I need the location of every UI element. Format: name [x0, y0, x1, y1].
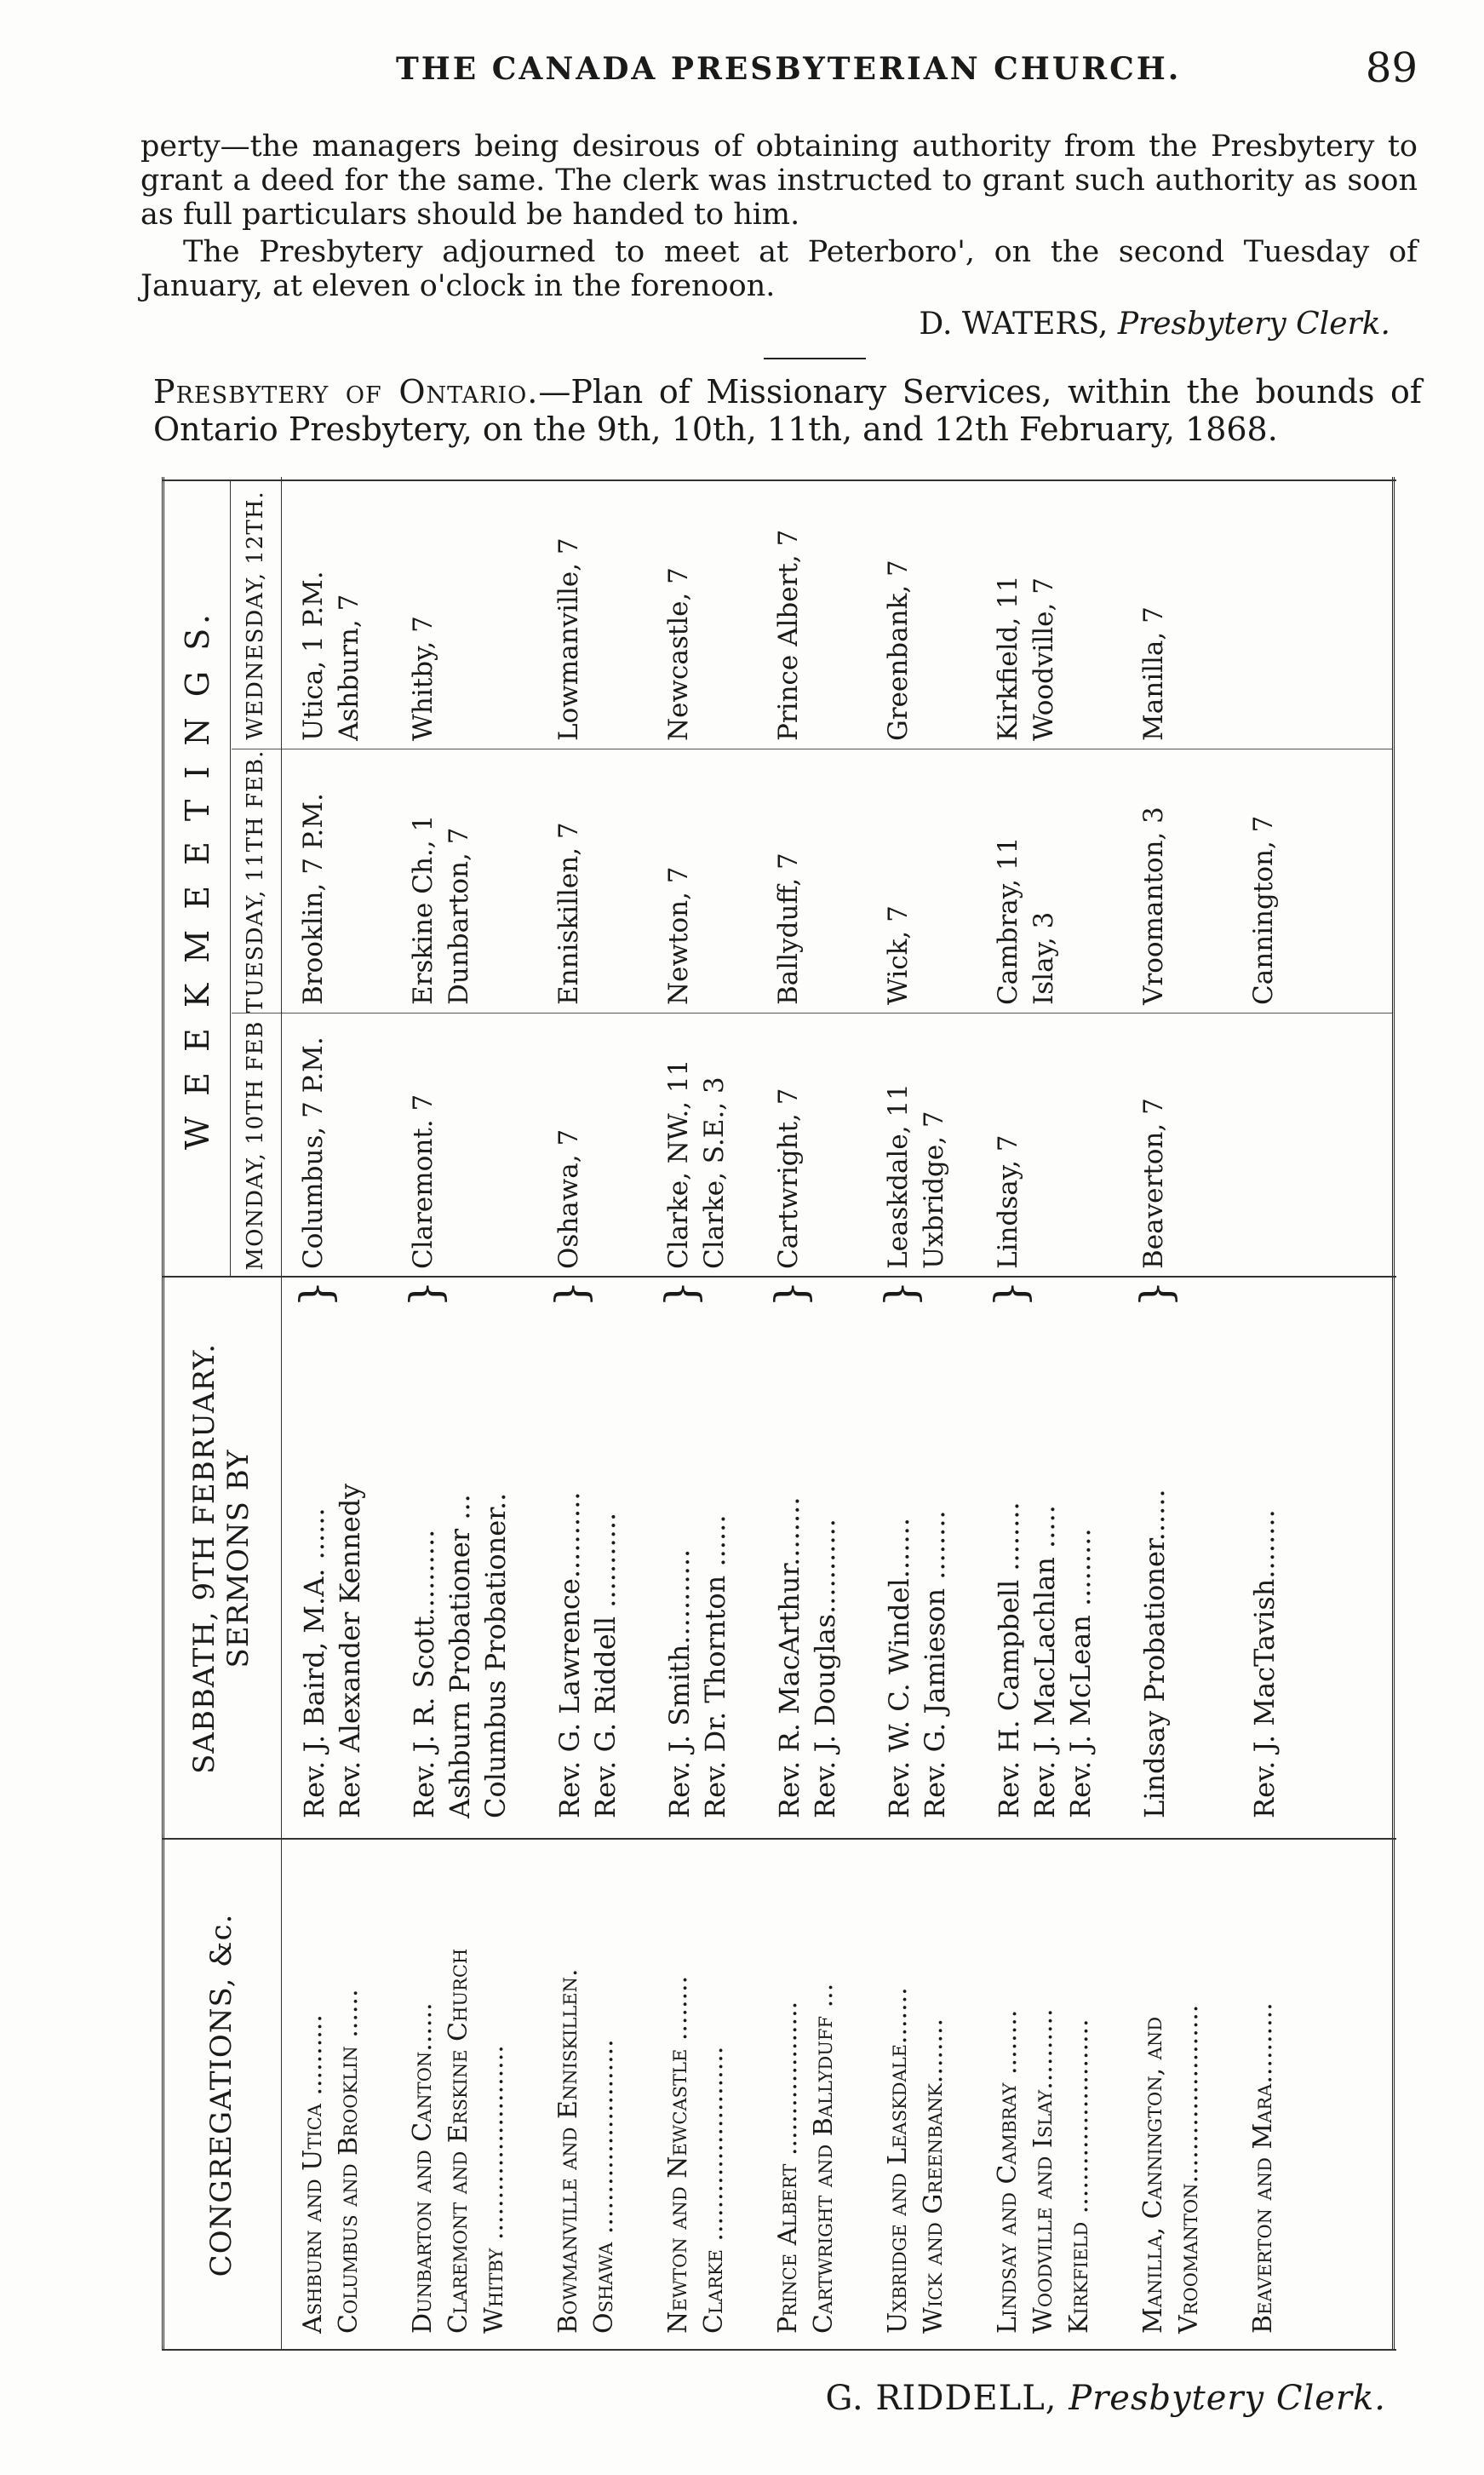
monday-meeting: Beaverton, 7	[1138, 1098, 1169, 1269]
monday-meeting: Oshawa, 7	[553, 1128, 584, 1269]
tuesday-meeting: Islay, 3	[1028, 911, 1059, 1005]
col-sep-1	[162, 1838, 1396, 1840]
preacher-name: Columbus Probationer..	[479, 1492, 512, 1818]
signoff-name: D. WATERS,	[919, 307, 1109, 342]
congregation-name: Bowmanville and Enniskillen.	[553, 1968, 583, 2334]
signoff-waters	[919, 307, 1390, 342]
congregation-name: Prince Albert ...................	[773, 2001, 803, 2334]
congregation-name: Ashburn and Utica ..........	[298, 2014, 328, 2334]
congregation-name: Lindsay and Cambray ........	[993, 2009, 1023, 2334]
preacher-name: Rev. J. MacLachlan .....	[1028, 1505, 1061, 1818]
signoff-name: G. RIDDELL,	[825, 2379, 1057, 2418]
preacher-name: Rev. J. Douglas...........	[809, 1519, 841, 1818]
group-brace: }	[876, 1280, 925, 1307]
group-brace: }	[291, 1280, 341, 1307]
preacher-name: Rev. W. C. Windel.......	[883, 1517, 915, 1818]
tuesday-meeting: Newton, 7	[663, 866, 694, 1005]
congregation-name: Woodville and Islay..........	[1028, 2008, 1058, 2334]
header-week-meetings: W E E K M E E T I N G S.	[179, 609, 216, 1150]
tuesday-meeting: Brooklin, 7 P.M.	[298, 793, 329, 1005]
wednesday-meeting: Utica, 1 P.M.	[298, 571, 329, 741]
intro-paragraph	[153, 373, 1422, 448]
tuesday-meeting: Ballyduff, 7	[773, 853, 804, 1005]
group-brace: }	[656, 1280, 706, 1307]
paragraph-1: perty—the managers being desirous of obtaining authority from the Presbytery to grant a deed for the same. The clerk was instructed to grant such authority as soon as full particulars should be handed to him.	[140, 129, 1418, 232]
preacher-name: Rev. J. McLean .........	[1064, 1528, 1097, 1818]
preacher-name: Rev. R. MacArthur........	[773, 1496, 805, 1818]
group-brace: }	[401, 1280, 450, 1307]
header-wednesday: WEDNESDAY, 12TH.	[243, 491, 268, 740]
congregation-name: Uxbridge and Leaskdale.......	[883, 1987, 913, 2334]
congregation-name: Dunbarton and Canton......	[408, 2002, 438, 2334]
monday-meeting: Columbus, 7 P.M.	[298, 1037, 329, 1269]
congregation-name: Cartwright and Ballyduff ...	[809, 1983, 839, 2334]
preacher-name: Rev. H. Campbell ........	[993, 1502, 1025, 1818]
monday-meeting: Cartwright, 7	[773, 1088, 804, 1269]
wednesday-meeting: Newcastle, 7	[663, 567, 694, 741]
intro-lead: Presbytery of Ontario.	[153, 373, 539, 411]
header-monday: MONDAY, 10TH FEB	[243, 1020, 268, 1271]
signoff-title: Presbytery Clerk.	[1117, 307, 1390, 342]
preacher-name: Rev. G. Lawrence..........	[553, 1491, 586, 1818]
signoff-title: Presbytery Clerk.	[1069, 2379, 1386, 2418]
paragraph-2: The Presbytery adjourned to meet at Peterboro', on the second Tuesday of January, at eleven o'clock in the forenoon.	[140, 235, 1418, 303]
wednesday-meeting: Prince Albert, 7	[773, 529, 804, 741]
monday-meeting: Clarke, S.E., 3	[699, 1077, 730, 1269]
wednesday-meeting: Greenbank, 7	[883, 560, 914, 741]
page-number: 89	[1365, 44, 1418, 92]
preacher-name: Lindsay Probationer......	[1138, 1489, 1171, 1818]
tuesday-meeting: Wick, 7	[883, 905, 914, 1005]
group-brace: }	[986, 1280, 1035, 1307]
group-brace: }	[547, 1280, 596, 1307]
congregation-name: Kirkfield ........................	[1064, 2018, 1094, 2334]
preacher-name: Rev. J. Smith...........	[663, 1548, 696, 1818]
wednesday-meeting: Whitby, 7	[408, 616, 438, 741]
week-meetings-rule	[230, 481, 231, 1278]
congregation-name: Claremont and Erskine Church	[444, 1948, 473, 2334]
section-divider	[764, 358, 866, 359]
wednesday-meeting: Ashburn, 7	[334, 594, 364, 741]
group-brace: }	[1132, 1280, 1181, 1307]
signoff-riddell	[825, 2379, 1386, 2418]
congregation-name: Wick and Greenbank........	[919, 2018, 948, 2334]
wednesday-meeting: Lowmanville, 7	[553, 537, 584, 741]
monday-meeting: Uxbridge, 7	[919, 1111, 949, 1269]
tuesday-meeting: Cambray, 11	[993, 836, 1023, 1005]
wednesday-meeting: Kirkfield, 11	[993, 575, 1023, 741]
congregation-name: Clarke ........................	[699, 2046, 729, 2334]
col-sep-2	[162, 1276, 1396, 1278]
tuesday-meeting: Erskine Ch., 1	[408, 814, 438, 1005]
wednesday-meeting: Woodville, 7	[1028, 577, 1059, 741]
congregation-name: Columbus and Brooklin ......	[334, 1989, 364, 2334]
preacher-name: Ashburn Probationer ...	[444, 1494, 476, 1818]
preacher-name: Rev. J. MacTavish........	[1248, 1509, 1281, 1818]
intro-text: —Plan of Missionary Services, within the bounds of Ontario Presbytery, on the 9th, 10th, 11th, and 12th February, 1868.	[153, 373, 1422, 448]
table-border-left	[162, 2349, 1396, 2351]
congregation-name: Whitby ........................	[479, 2045, 509, 2334]
congregation-name: Beaverton and Mara..........	[1248, 2002, 1278, 2334]
group-brace: }	[766, 1280, 816, 1307]
header-congregations: CONGREGATIONS, &c.	[204, 1913, 238, 2277]
table-rule-top	[162, 477, 164, 2351]
congregation-name: Manilla, Cannington, and	[1138, 2016, 1168, 2334]
monday-meeting: Clarke, NW., 11	[663, 1059, 694, 1269]
header-tuesday: TUESDAY, 11TH FEB.	[243, 749, 268, 1014]
monday-meeting: Claremont. 7	[408, 1094, 438, 1269]
congregation-name: Oshawa ........................	[589, 2039, 619, 2334]
preacher-name: Rev. J. Baird, M.A. ......	[298, 1507, 330, 1818]
page-header	[149, 44, 1418, 95]
preacher-name: Rev. G. Riddell ...........	[589, 1512, 622, 1818]
preacher-name: Rev. Alexander Kennedy	[334, 1483, 366, 1818]
wednesday-meeting: Manilla, 7	[1138, 606, 1169, 741]
header-sermons-by: SERMONS BY	[221, 1449, 255, 1668]
congregation-name: Newton and Newcastle ........	[663, 1975, 693, 2334]
header-bottom-rule	[281, 477, 282, 2351]
congregation-name: Vroomanton......................	[1174, 2004, 1204, 2334]
monday-meeting: Leaskdale, 11	[883, 1083, 914, 1269]
table-border-right	[162, 479, 1396, 481]
running-title: THE CANADA PRESBYTERIAN CHURCH.	[396, 51, 1182, 87]
tuesday-meeting: Vroomanton, 3	[1138, 807, 1169, 1005]
tuesday-meeting: Dunbarton, 7	[444, 827, 474, 1005]
table-body	[162, 477, 1396, 2351]
day-col-sep	[232, 1013, 1392, 1014]
preacher-name: Rev. Dr. Thornton ......	[699, 1514, 731, 1818]
table-rule-bottom	[1392, 477, 1395, 2351]
preacher-name: Rev. J. R. Scott..........	[408, 1529, 440, 1818]
tuesday-meeting: Enniskillen, 7	[553, 822, 584, 1005]
preacher-name: Rev. G. Jamieson ........	[919, 1510, 951, 1818]
monday-meeting: Lindsay, 7	[993, 1134, 1023, 1269]
header-sabbath: SABBATH, 9TH FEBRUARY.	[187, 1343, 221, 1774]
mission-plan-table	[162, 477, 1396, 2351]
tuesday-meeting: Cannington, 7	[1248, 815, 1279, 1005]
